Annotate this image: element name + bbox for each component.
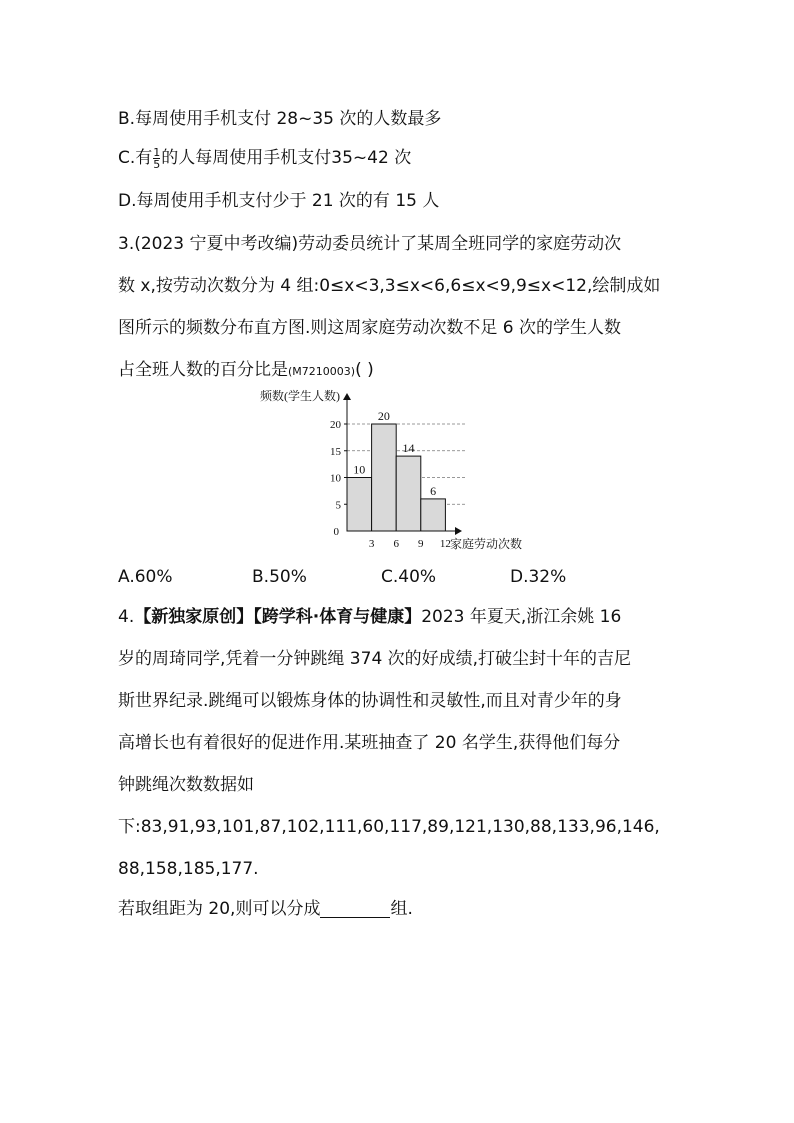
question-4-prompt: 若取组距为 20,则可以分成 [118, 899, 321, 919]
x-axis-label: 家庭劳动次数 [450, 537, 523, 551]
question-4-line-3: 斯世界纪录.跳绳可以锻炼身体的协调性和灵敏性,而且对青少年的身 [118, 691, 622, 711]
question-4-line-5: 钟跳绳次数数据如 [118, 775, 254, 795]
histogram-bar [347, 478, 372, 532]
question-3-line-2: 数 x,按劳动次数分为 4 组:0≤x<3,3≤x<6,6≤x<9,9≤x<12,绘制成如 [118, 276, 661, 296]
x-tick-label: 6 [393, 538, 399, 550]
tag-interdisciplinary: 【跨学科·体育与健康】 [253, 607, 422, 627]
option-a: A.60% [118, 567, 173, 587]
question-4-data-line-2: 88,158,185,177. [118, 859, 259, 879]
option-c-suffix: 的人每周使用手机支付35~42 次 [161, 148, 412, 168]
origin-label: 0 [333, 526, 339, 538]
question-3-line-1: 3.(2023 宁夏中考改编)劳动委员统计了某周全班同学的家庭劳动次 [118, 234, 622, 254]
y-tick-label: 20 [330, 419, 341, 431]
bar-value-label: 14 [402, 441, 415, 456]
bar-value-label: 20 [377, 409, 390, 423]
x-tick-label: 9 [418, 538, 424, 550]
fraction-denominator: 5 [153, 157, 161, 171]
question-4-data-line-1: 下:83,91,93,101,87,102,111,60,117,89,121,130,88,133,96,146, [118, 817, 660, 837]
question-3-line-4 [118, 358, 374, 384]
question-3-line-3: 图所示的频数分布直方图.则这周家庭劳动次数不足 6 次的学生人数 [118, 318, 622, 338]
option-c-prefix: C.有 [118, 148, 153, 168]
histogram-bar [372, 424, 397, 531]
x-tick-label: 12 [439, 538, 451, 550]
question-4-line-4: 高增长也有着很好的促进作用.某班抽查了 20 名学生,获得他们每分 [118, 733, 621, 753]
fraction-one-fifth [153, 147, 160, 170]
y-tick-label: 10 [330, 472, 341, 485]
y-tick-label: 5 [335, 499, 341, 512]
bar-value-label: 6 [430, 483, 437, 498]
option-b: B.每周使用手机支付 28~35 次的人数最多 [118, 109, 442, 129]
question-code: (M7210003) [288, 365, 356, 378]
answer-parentheses: ( ) [355, 360, 374, 380]
y-axis-label: 频数(学生人数) [260, 389, 340, 403]
histogram-bar [396, 456, 421, 531]
question-4-line-1 [118, 605, 621, 629]
question-3-text: 占全班人数的百分比是 [118, 360, 288, 380]
question-4-line-1-rest: 2023 年夏天,浙江余姚 16 [421, 607, 622, 627]
question-4-suffix: 组. [390, 899, 413, 919]
option-d: D.每周使用手机支付少于 21 次的有 15 人 [118, 191, 440, 211]
histogram-chart [255, 384, 545, 556]
question-4-line-8 [118, 897, 413, 921]
question-4-line-2: 岁的周琦同学,凭着一分钟跳绳 374 次的好成绩,打破尘封十年的吉尼 [118, 649, 632, 669]
option-b-percent: B.50% [252, 567, 307, 587]
option-c [118, 146, 411, 170]
bar-value-label: 10 [353, 462, 366, 477]
option-c-percent: C.40% [381, 567, 437, 587]
fraction-numerator: 1 [153, 145, 161, 159]
answer-blank[interactable] [320, 899, 390, 918]
option-d-percent: D.32% [510, 567, 567, 587]
y-tick-label: 15 [330, 445, 341, 458]
question-4-number: 4. [118, 607, 135, 627]
tag-original: 【新独家原创】 [134, 607, 254, 627]
histogram-bar [421, 499, 446, 531]
x-tick-label: 3 [368, 538, 375, 550]
